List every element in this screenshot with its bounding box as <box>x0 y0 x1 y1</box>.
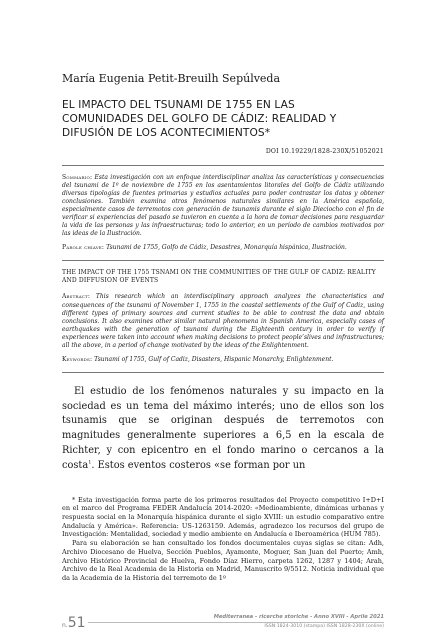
footnotes <box>62 496 384 583</box>
body-text-part2: . Estos eventos costeros «se forman por un <box>91 459 306 471</box>
sommario-text: Esta investigación con un enfoque interdisciplinar analiza las características y consecuencias del tsunami de 1º de noviembre de 1755 en los asentamientos litorales del Golfo de Cádiz utilizando diversas tipologías de fuentes primarias y estudios actuales para poder contrastar los datos y obtener conclusiones. También examina otros fenómenos naturales similares en la América española, especialmente casos de terremotos con generación de tsunamis durante el siglo Dieciocho con el fin de verificar si experiencias del pasado se tuvieron en cuenta a la hora de tomar decisiones para resguardar la vida de las personas y las infraestructuras; todo lo anterior, en un período de cambios motivados por las ideas de la Ilustración. <box>62 174 384 238</box>
article-page <box>62 72 384 583</box>
abstract-paragraph <box>62 293 384 349</box>
footnote-reference: 1 <box>88 459 92 466</box>
divider-middle <box>62 260 384 261</box>
title-line-3: DIFUSIÓN DE LOS ACONTECIMIENTOS* <box>62 127 271 139</box>
english-title: THE IMPACT OF THE 1755 TSNAMI ON THE COMMUNITIES OF THE GULF OF CADIZ: REALITY AND DIFFUSION OF EVENTS <box>62 269 376 285</box>
parole-chiave-label: Parole chiave: <box>62 244 105 252</box>
abstract-label: Abstract: <box>62 293 91 301</box>
sommario-label: Sommario: <box>62 174 93 181</box>
footnote-1: * Esta investigación forma parte de los primeros resultados del Proyecto competitivo I+D+I en el marco del Programa FEDER Andalucía 2014-2020: «Medioambiente, dinámicas urbanas y respuesta social en la Monarquía hispánica durante el siglo XVIII: un estudio comparativo entre Andalucía y América». Referencia: US-1263159. Además, agradezco los recursos del grupo de Investigación: Mentalidad, sociedad y medio ambiente en Andalucía e Iberoamérica (HUM 785). <box>62 495 384 539</box>
sommario-paragraph <box>62 174 384 238</box>
title-line-2: COMUNIDADES DEL GOLFO DE CÁDIZ: REALIDAD Y <box>62 113 337 125</box>
keywords-paragraph <box>62 356 384 364</box>
article-title <box>62 98 384 140</box>
page-number <box>62 612 86 631</box>
footer-divider <box>88 622 384 623</box>
author-name: María Eugenia Petit-Breuilh Sepúlveda <box>62 72 281 85</box>
divider-bottom <box>62 372 384 373</box>
abstract-text: This research which an interdisciplinary approach analyzes the characteristics and consequences of the tsunami of November 1, 1755 in the coastal settlements of the Gulf of Cadiz, using different types of primary sources and current studies to be able to contrast the data and obtain conclusions. It also examines other similar natural phenomena in Spanish America, especially cases of earthquakes with the generation of tsunami during the Eighteenth century in order to verify if experiences were taken into account when making decisions to protect people’slives and infrastructures; all the above, in a period of change motivated by the ideas of the Enlightenment. <box>62 293 384 349</box>
parole-chiave-paragraph <box>62 244 384 252</box>
title-line-1: EL IMPACTO DEL TSUNAMI DE 1755 EN LAS <box>62 99 295 111</box>
doi: DOI 10.19229/1828-230X/51052021 <box>265 148 384 155</box>
parole-chiave-text: Tsunami de 1755, Golfo de Cádiz, Desastres, Monarquía hispánica, Ilustración. <box>106 244 347 252</box>
page-number-value: 51 <box>67 615 86 631</box>
body-paragraph <box>62 385 384 474</box>
journal-name: Mediterranea - ricerche storiche - Anno XVIII - Aprile 2021 <box>213 614 384 620</box>
footnote-2: Para su elaboración se han consultado los fondos documentales cuyas siglas se citan: Adh, Archivo Diocesano de Huelva, Sección Pueblos, Ayamonte, Moguer, San Juan del Puerto; Amh, Archivo Histórico Provincial de Huelva, Fondo Díaz Hierro, carpeta 1262, 1287 y 1404; Arah, Archivo de la Real Academia de la Historia en Madrid, Manuscrito 9/5512. Noticia individual que da la Academia de la Historia del terremoto de 1º <box>62 539 384 582</box>
keywords-text: Tsunami of 1755, Gulf of Cadiz, Disasters, Hispanic Monarchy, Enlightenment. <box>94 355 334 363</box>
issn: ISSN 1824-3010 (stampa) ISSN 1828-230X (online) <box>264 624 384 629</box>
divider-top <box>62 165 384 166</box>
keywords-label: Keywords: <box>62 355 93 363</box>
body-text-part1: El estudio de los fenómenos naturales y su impacto en la sociedad es un tema del máximo interés; uno de ellos son los tsunamis que se originan después de terremotos con magnitudes generalmente superiores a 6,5 en la escala de Richter, y con epicentro en el fondo marino o cercanos a la costa <box>62 385 384 471</box>
page-number-prefix: n. <box>62 622 68 629</box>
page-footer <box>62 614 384 636</box>
